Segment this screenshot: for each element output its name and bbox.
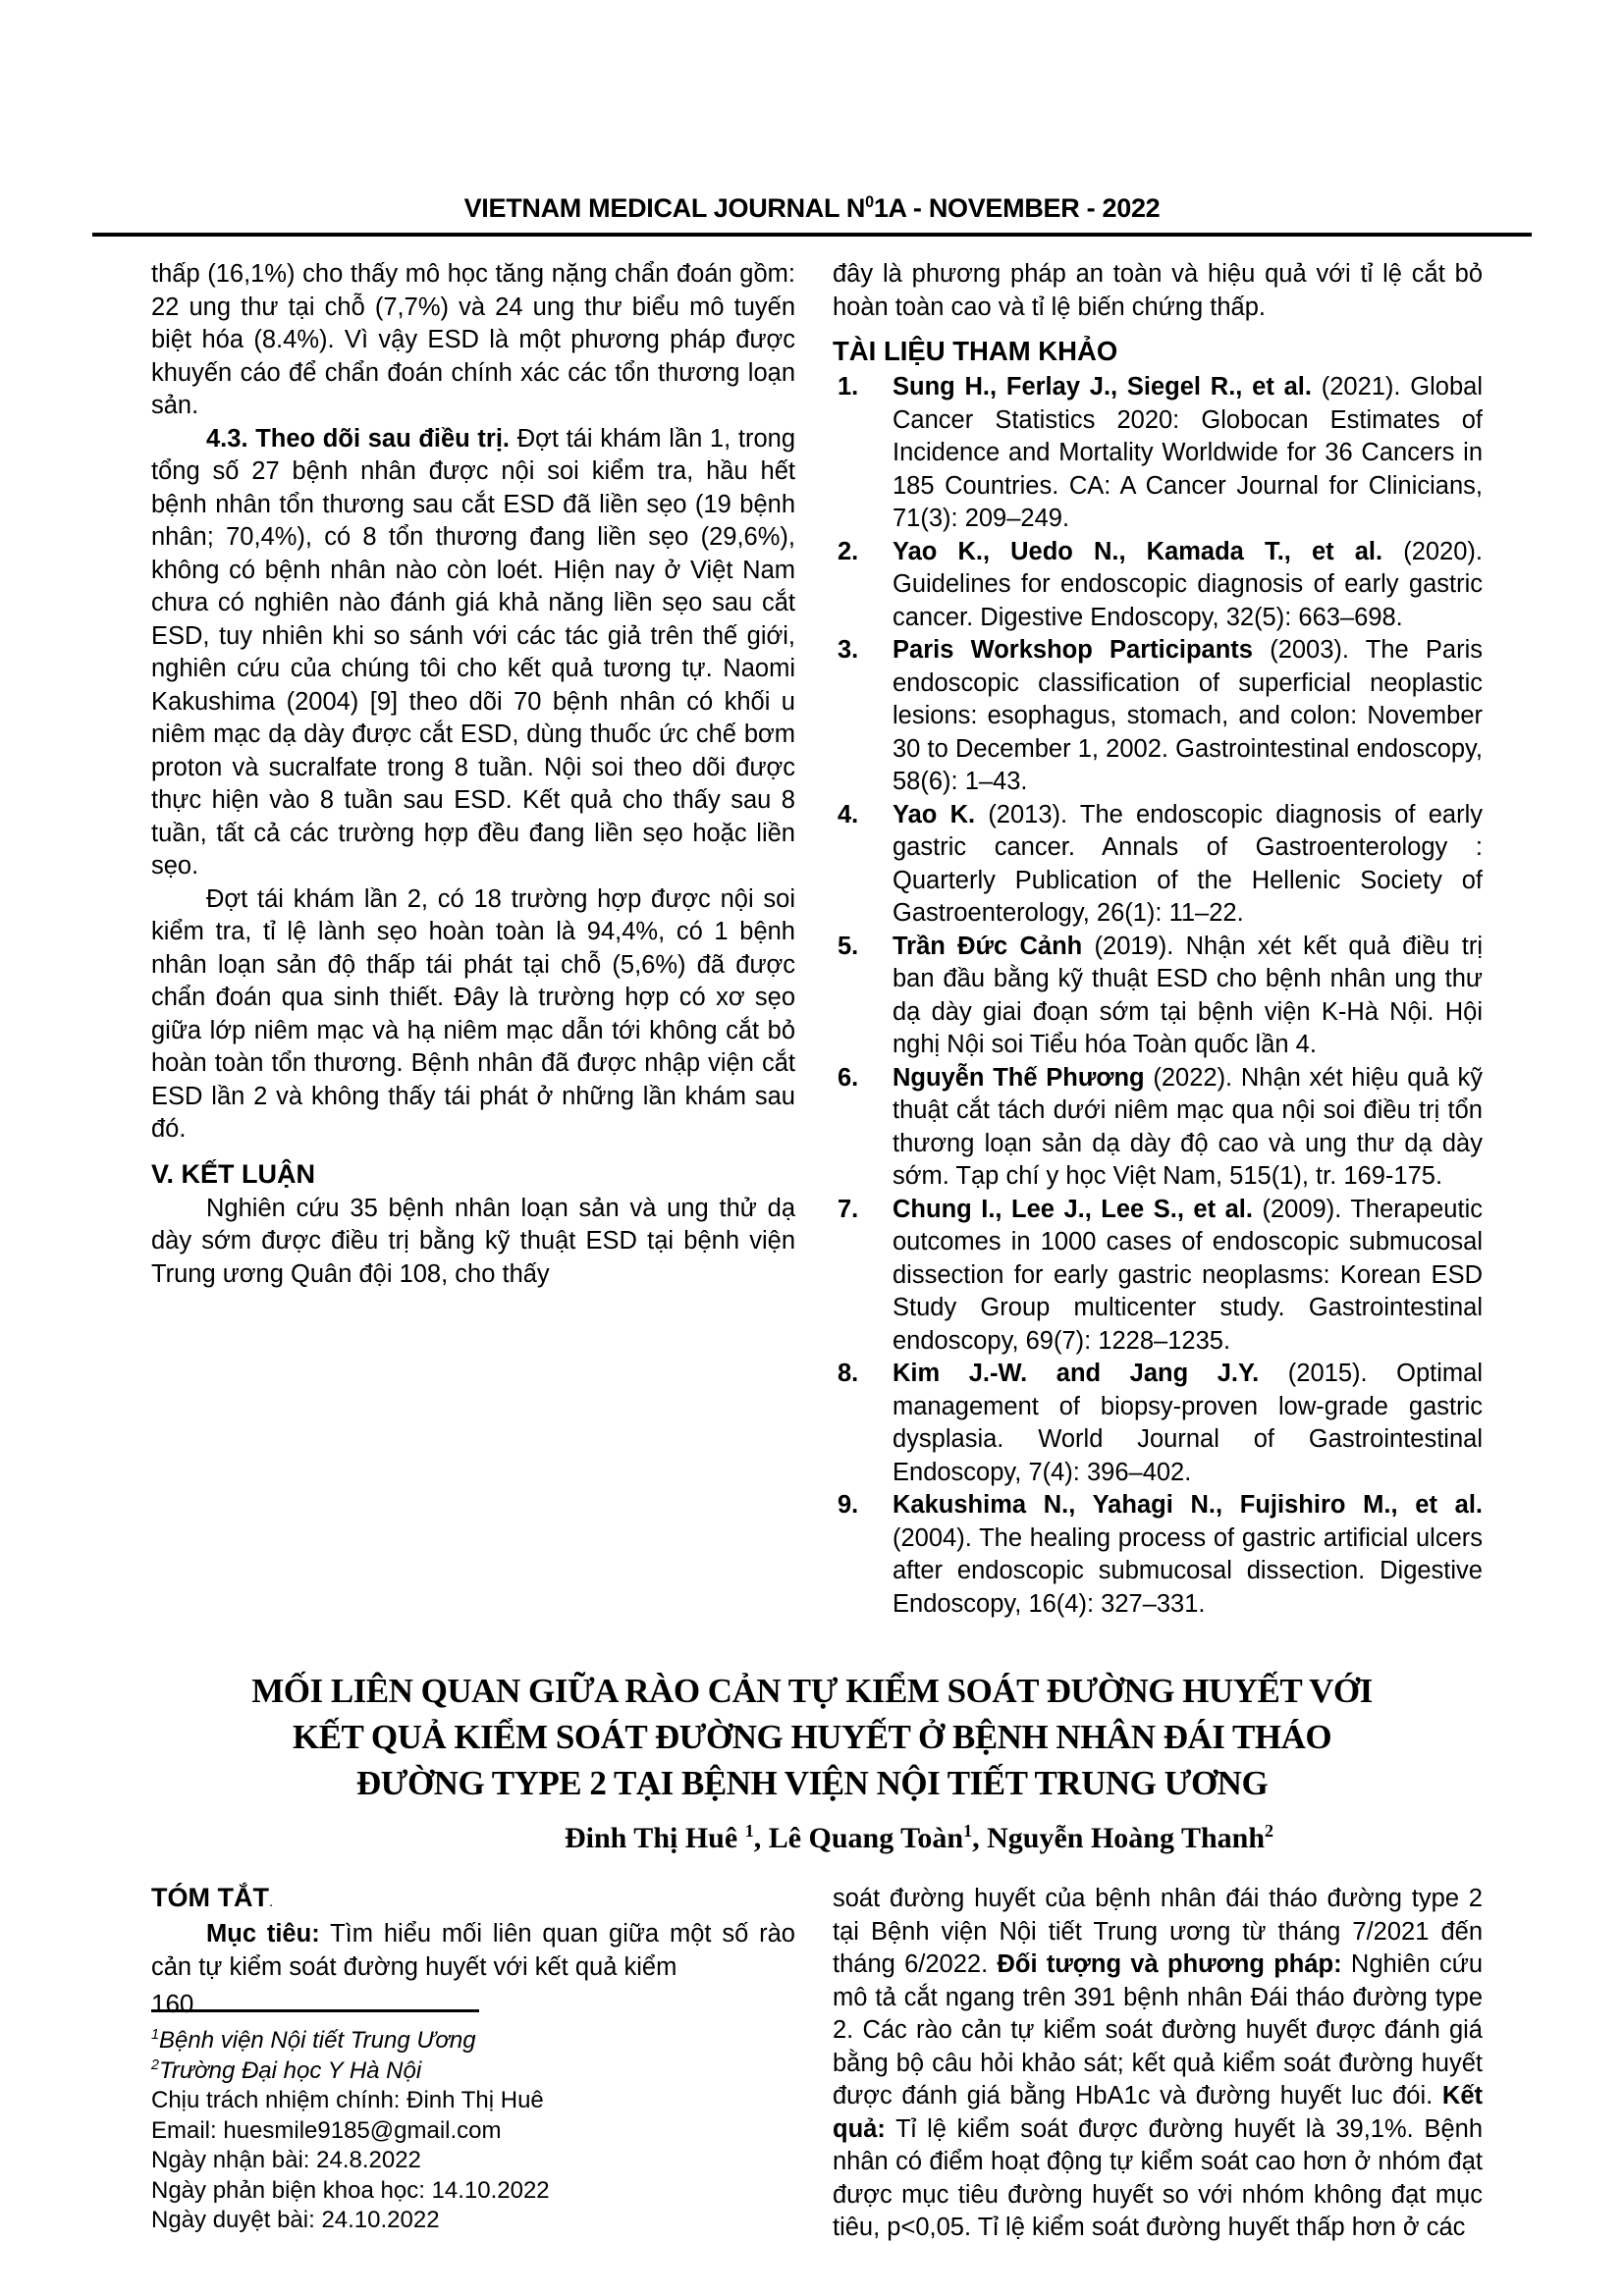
reference-authors: Yao K., Uedo N., Kamada T., et al. bbox=[893, 537, 1383, 565]
conclusion-heading: V. KẾT LUẬN bbox=[151, 1158, 316, 1189]
footnote-divider bbox=[151, 2009, 479, 2012]
reference-authors: Kim J.-W. and Jang J.Y. bbox=[893, 1360, 1260, 1387]
paragraph: thấp (16,1%) cho thấy mô học tăng nặng chẩn đoán gồm: 22 ung thư tại chỗ (7,7%) và 24 ung thư biểu mô tuyến biệt hóa (8.4%). Vì vậy ESD là một phương pháp được khuyến cáo để chẩn đoán chính xác các tổn thương loạn sản. bbox=[151, 260, 795, 419]
reference-citation-text: (2020). Guidelines for endoscopic diagnosis of early gastric cancer. Digestive Endoscopy, 32(5): 663–698. bbox=[893, 537, 1483, 631]
reference-citation-text: (2013). The endoscopic diagnosis of early gastric cancer. Annals of Gastroenterology : Quarterly Publication of the Hellenic Society of Gastroenterology, 26(1): 11–22. bbox=[893, 800, 1483, 927]
affiliation-line bbox=[151, 2056, 795, 2087]
paragraph: đây là phương pháp an toàn và hiệu quả với tỉ lệ cắt bỏ hoàn toàn cao và tỉ lệ biến chứng thấp. bbox=[833, 260, 1483, 321]
reference-number: 2. bbox=[838, 537, 859, 565]
reference-authors: Paris Workshop Participants bbox=[893, 636, 1253, 664]
page-number: 160 bbox=[151, 1989, 194, 2018]
reference-item bbox=[833, 799, 1483, 931]
article1-columns bbox=[151, 258, 1483, 1621]
paragraph bbox=[151, 423, 795, 883]
abstract-heading bbox=[151, 1883, 795, 1913]
reference-number: 6. bbox=[838, 1063, 859, 1092]
author-affiliation-superscript: 1 bbox=[744, 1821, 754, 1841]
footnote-block bbox=[151, 2009, 795, 2236]
received-date-line: Ngày nhận bài: 24.8.2022 bbox=[151, 2147, 421, 2173]
reference-number: 8. bbox=[838, 1360, 859, 1387]
article2-right-column bbox=[833, 1883, 1483, 2245]
paragraph: Nghiên cứu 35 bệnh nhân loạn sản và ung thử dạ dày sớm được điều trị bằng kỹ thuật ESD tại bệnh viện Trung ương Quân đội 108, cho thấy bbox=[151, 1194, 795, 1288]
reference-authors: Trần Đức Cảnh bbox=[893, 932, 1083, 960]
reference-number: 1. bbox=[838, 373, 859, 400]
reference-item bbox=[833, 634, 1483, 799]
abstract-text: Nghiên cứu mô tả cắt ngang trên 391 bệnh nhân Đái tháo đường type 2. Các rào cản tự kiểm soát đường huyết được đánh giá bằng bộ câu hỏi khảo sát; kết quả kiểm soát đường huyết được đánh giá bằng HbA1c và đường huyết luc đói. bbox=[833, 1950, 1483, 2109]
affiliation-superscript: 1 bbox=[151, 2027, 160, 2043]
reference-citation-text: (2003). The Paris endoscopic classification of superficial neoplastic lesions: esophagus, stomach, and colon: November 30 to December 1, 2002. Gastrointestinal endoscopy, 58(6): 1–43. bbox=[893, 636, 1483, 795]
paragraph: Đợt tái khám lần 2, có 18 trường hợp được nội soi kiểm tra, tỉ lệ lành sẹo hoàn toàn là 94,4%, có 1 bệnh nhân loạn sản độ thấp tái phát tại chỗ (5,6%) đã được chẩn đoán qua sinh thiết. Đây là trường hợp có xơ sẹo giữa lớp niêm mạc và hạ niêm mạc dẫn tới không cắt bỏ hoàn toàn tổn thương. Bệnh nhân đã được nhập viện cắt ESD lần 2 và không thấy tái phát ở những lần khám sau đó. bbox=[151, 884, 795, 1143]
reference-citation-text: (2022). Nhận xét hiệu quả kỹ thuật cắt tách dưới niêm mạc qua nội soi điều trị tổn thương loạn sản dạ dày độ cao và ung thư dạ dày sớm. Tạp chí y học Việt Nam, 515(1), tr. 169-175. bbox=[893, 1063, 1483, 1190]
objective-label: Mục tiêu: bbox=[206, 1920, 320, 1948]
article1-left-column bbox=[151, 258, 795, 1621]
abstract-text: soát đường huyết của bệnh nhân đái tháo đường type 2 tại Bệnh viện Nội tiết Trung ương từ tháng 7/2021 đến tháng 6/2022. bbox=[833, 1885, 1483, 1978]
journal-header-text: VIETNAM MEDICAL JOURNAL N bbox=[463, 193, 866, 223]
reference-citation-text: (2021). Global Cancer Statistics 2020: Globocan Estimates of Incidence and Mortality Worldwide for 36 Cancers in 185 Countries. CA: A Cancer Journal for Clinicians, 71(3): 209–249. bbox=[893, 373, 1483, 532]
abstract-paragraph bbox=[833, 1883, 1483, 2245]
reference-item bbox=[833, 371, 1483, 536]
reference-number: 4. bbox=[838, 800, 859, 828]
reference-item bbox=[833, 1489, 1483, 1621]
accepted-date-line: Ngày duyệt bài: 24.10.2022 bbox=[151, 2207, 440, 2233]
corresponding-author-line: Chịu trách nhiệm chính: Đinh Thị Huê bbox=[151, 2087, 544, 2113]
affiliation-text: Bệnh viện Nội tiết Trung Ương bbox=[159, 2027, 476, 2054]
author-name: Đinh Thị Huê bbox=[564, 1822, 745, 1854]
results-label: Kết quả: bbox=[833, 2082, 1483, 2143]
reference-number: 7. bbox=[838, 1195, 859, 1223]
subsection-heading-inline: 4.3. Theo dõi sau điều trị. bbox=[206, 424, 511, 453]
reference-citation-text: (2009). Therapeutic outcomes in 1000 cases of endoscopic submucosal dissection for early gastric neoplasms: Korean ESD Study Group multicenter study. Gastrointestinal endoscopy, 69(7): 1228–1235. bbox=[893, 1195, 1483, 1355]
methods-label: Đối tượng và phương pháp: bbox=[997, 1950, 1342, 1978]
reference-number: 3. bbox=[838, 636, 859, 664]
article2-title-line: KẾT QUẢ KIỂM SOÁT ĐƯỜNG HUYẾT Ở BỆNH NHÂN ĐÁI THÁO bbox=[292, 1718, 1332, 1756]
author-affiliation-superscript: 1 bbox=[963, 1821, 973, 1841]
paragraph-text: Đợt tái khám lần 1, trong tổng số 27 bệnh nhân được nội soi kiểm tra, hầu hết bệnh nhân tổn thương sau cắt ESD đã liền sẹo (19 bệnh nhân; 70,4%), có 8 tổn thương đang liền sẹo (29,6%), không có bệnh nhân nào còn loét. Hiện nay ở Việt Nam chưa có nghiên nào đánh giá khả năng liền sẹo sau cắt ESD, tuy nhiên khi so sánh với các tác giả trên thế giới, nghiên cứu của chúng tôi cho kết quả tương tự. Naomi Kakushima (2004) [9] theo dõi 70 bệnh nhân có khối u niêm mạc dạ dày được cắt ESD, dùng thuốc ức chế bơm proton và sucralfate trong 8 tuần. Nội soi theo dõi được thực hiện vào 8 tuần sau ESD. Kết quả cho thấy sau 8 tuần, tất cả các trường hợp đều đang liền sẹo hoặc liền sẹo. bbox=[151, 424, 795, 880]
abstract-text: Tỉ lệ kiểm soát được đường huyết là 39,1%. Bệnh nhân có điểm hoạt động tự kiểm soát cao hơn ở nhóm đạt được mục tiêu đường huyết so với nhóm không đạt mục tiêu, p<0,05. Tỉ lệ kiểm soát đường huyết thấp hơn ở các bbox=[833, 2114, 1483, 2241]
email-line: Email: huesmile9185@gmail.com bbox=[151, 2116, 502, 2144]
reference-authors: Sung H., Ferlay J., Siegel R., et al. bbox=[893, 373, 1312, 400]
abstract-heading-dot: . bbox=[268, 1894, 274, 1910]
reference-citation-text: (2015). Optimal management of biopsy-proven low-grade gastric dysplasia. World Journal of Gastrointestinal Endoscopy, 7(4): 396–402. bbox=[893, 1360, 1483, 1486]
reference-number: 9. bbox=[838, 1491, 859, 1519]
journal-header bbox=[92, 0, 1532, 237]
reference-item bbox=[833, 1062, 1483, 1194]
reviewed-date-line: Ngày phản biện khoa học: 14.10.2022 bbox=[151, 2176, 550, 2204]
article1-right-column bbox=[833, 258, 1483, 1621]
reference-citation-text: (2004). The healing process of gastric artificial ulcers after endoscopic submucosal dissection. Digestive Endoscopy, 16(4): 327–331. bbox=[893, 1523, 1483, 1618]
affiliation-line bbox=[151, 2026, 795, 2056]
reference-item bbox=[833, 1194, 1483, 1359]
reference-item bbox=[833, 931, 1483, 1062]
references-heading: TÀI LIỆU THAM KHẢO bbox=[833, 336, 1118, 366]
reference-authors: Nguyễn Thế Phương bbox=[893, 1063, 1145, 1092]
journal-header-text-rest: 1A - NOVEMBER - 2022 bbox=[873, 193, 1161, 223]
abstract-heading-text: TÓM TẮT bbox=[151, 1883, 269, 1912]
reference-authors: Chung I., Lee J., Lee S., et al. bbox=[893, 1195, 1253, 1223]
authors-line bbox=[0, 1822, 1624, 1855]
reference-authors: Kakushima N., Yahagi N., Fujishiro M., et al. bbox=[893, 1491, 1483, 1519]
author-name: , Lê Quang Toàn bbox=[753, 1822, 964, 1854]
article2-title-line: ĐƯỜNG TYPE 2 TẠI BỆNH VIỆN NỘI TIẾT TRUNG ƯƠNG bbox=[355, 1764, 1269, 1802]
reference-number: 5. bbox=[838, 932, 859, 960]
reference-item bbox=[833, 536, 1483, 635]
paragraph bbox=[151, 1918, 795, 1984]
article2-left-column bbox=[151, 1883, 795, 2245]
reference-citation-text: (2019). Nhận xét kết quả điều trị ban đầu bằng kỹ thuật ESD cho bệnh nhân ung thư dạ dày giai đoạn sớm tại bệnh viện K-Hà Nội. Hội nghị Nội soi Tiểu hóa Toàn quốc lần 4. bbox=[893, 932, 1483, 1058]
affiliation-text: Trường Đại học Y Hà Nội bbox=[159, 2056, 422, 2084]
journal-header-superscript: 0 bbox=[865, 193, 874, 211]
author-affiliation-superscript: 2 bbox=[1265, 1821, 1274, 1841]
reference-authors: Yao K. bbox=[893, 800, 976, 828]
objective-text: Tìm hiểu mối liên quan giữa một số rào cản tự kiểm soát đường huyết với kết quả kiểm bbox=[151, 1920, 795, 1981]
references-list bbox=[833, 371, 1483, 1621]
article2-title-line: MỐI LIÊN QUAN GIỮA RÀO CẢN TỰ KIỂM SOÁT ĐƯỜNG HUYẾT VỚI bbox=[251, 1672, 1373, 1710]
author-name: , Nguyễn Hoàng Thanh bbox=[972, 1822, 1266, 1854]
reference-item bbox=[833, 1358, 1483, 1489]
article2-title bbox=[147, 1668, 1477, 1806]
article2-columns bbox=[151, 1883, 1483, 2245]
affiliation-superscript: 2 bbox=[151, 2056, 160, 2073]
